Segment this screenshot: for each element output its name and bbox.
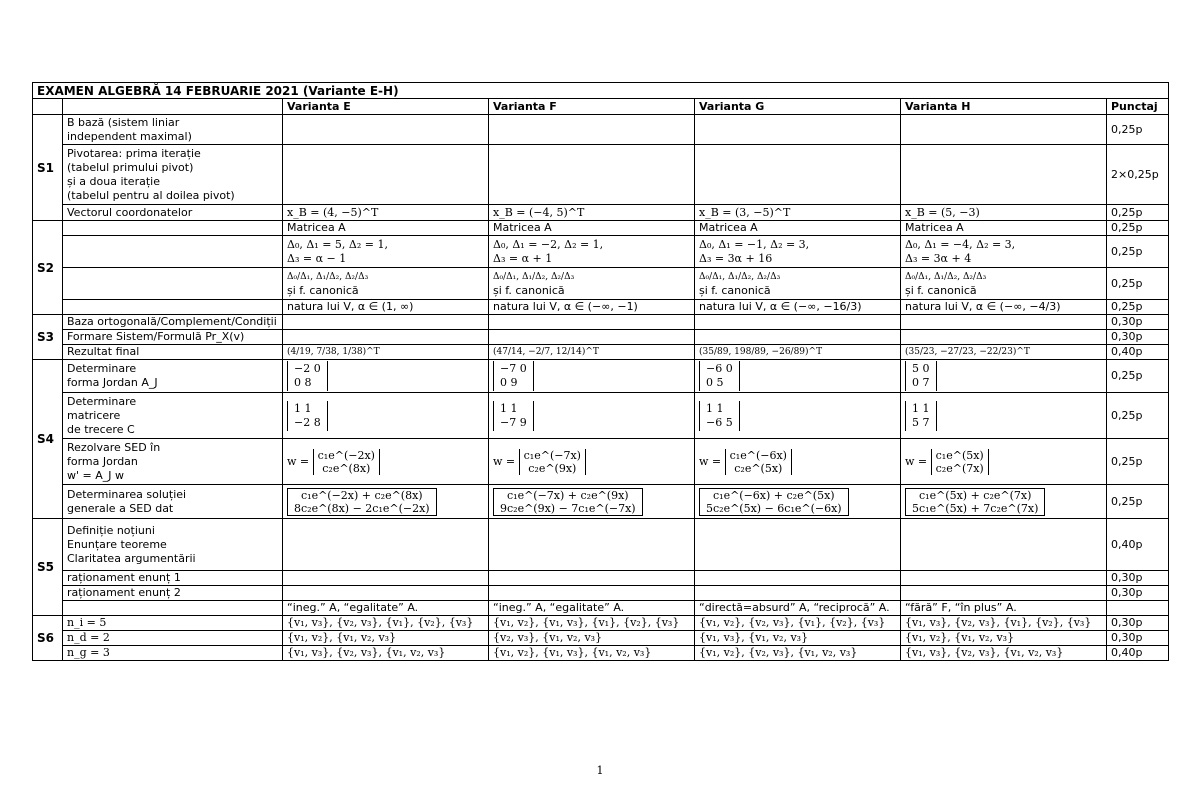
points-cell: 0,25p (1107, 268, 1169, 300)
points-cell: 0,30p (1107, 330, 1169, 345)
canonical-e: Δ₀/Δ₁, Δ₁/Δ₂, Δ₂/Δ₃ și f. canonică (283, 268, 489, 300)
nature-g: natura lui V, α ∈ (−∞, −16/3) (695, 300, 901, 315)
table-row (33, 145, 1169, 205)
points-cell: 0,25p (1107, 221, 1169, 236)
header-variant-h: Varianta H (901, 99, 1107, 115)
general-solution-e: c₁e^(−2x) + c₂e^(8x) 8c₂e^(8x) − 2c₁e^(−2x) (287, 488, 437, 516)
nature-h: natura lui V, α ∈ (−∞, −4/3) (901, 300, 1107, 315)
sets-nl-h: {v₁, v₃}, {v₂, v₃}, {v₁}, {v₂}, {v₃} (901, 616, 1107, 631)
grading-table (32, 82, 1169, 661)
criterion-s6-nd: n_d = 2 (63, 631, 283, 646)
table-row (33, 601, 1169, 616)
criterion-s3-formare: Formare Sistem/Formulă Pr_X(v) (63, 330, 283, 345)
criterion-s4-jordan: Determinare forma Jordan A_J (63, 360, 283, 393)
sets-ng-h: {v₁, v₃}, {v₂, v₃}, {v₁, v₂, v₃} (901, 646, 1107, 661)
jordan-matrix-e: −2 0 0 8 (287, 361, 328, 391)
section-s2: S2 (33, 221, 63, 315)
points-cell: 0,25p (1107, 205, 1169, 221)
general-solution-h: c₁e^(5x) + c₂e^(7x) 5c₁e^(5x) + 7c₂e^(7x) (905, 488, 1045, 516)
header-variant-f: Varianta F (489, 99, 695, 115)
points-cell: 0,30p (1107, 616, 1169, 631)
nature-f: natura lui V, α ∈ (−∞, −1) (489, 300, 695, 315)
table-row (33, 631, 1169, 646)
coord-h: x_B = (5, −3) (901, 205, 1107, 221)
transition-matrix-e: 1 1 −2 8 (287, 401, 328, 431)
coord-f: x_B = (−4, 5)^T (489, 205, 695, 221)
general-solution-f: c₁e^(−7x) + c₂e^(9x) 9c₂e^(9x) − 7c₁e^(−7x) (493, 488, 643, 516)
sed-solution-g: w = c₁e^(−6x) c₂e^(5x) (695, 439, 901, 485)
criterion-s1-coord: Vectorul coordonatelor (63, 205, 283, 221)
points-cell: 0,25p (1107, 439, 1169, 485)
matrix-a-e: Matricea A (283, 221, 489, 236)
criterion-s4-sed: Rezolvare SED în forma Jordan w' = A_J w (63, 439, 283, 485)
points-cell: 0,30p (1107, 631, 1169, 646)
sets-ng-g: {v₁, v₂}, {v₂, v₃}, {v₁, v₂, v₃} (695, 646, 901, 661)
sets-ng-f: {v₁, v₂}, {v₁, v₃}, {v₁, v₂, v₃} (489, 646, 695, 661)
points-cell: 0,40p (1107, 519, 1169, 571)
table-row (33, 300, 1169, 315)
points-cell: 0,25p (1107, 393, 1169, 439)
points-cell: 0,30p (1107, 586, 1169, 601)
canonical-h: Δ₀/Δ₁, Δ₁/Δ₂, Δ₂/Δ₃ și f. canonică (901, 268, 1107, 300)
table-row (33, 205, 1169, 221)
transition-matrix-g: 1 1 −6 5 (699, 401, 740, 431)
table-row (33, 646, 1169, 661)
criterion-s1-pivot: Pivotarea: prima iterație (tabelul primului pivot) și a doua iterație (tabelul pentru al doilea pivot) (63, 145, 283, 205)
sets-ng-e: {v₁, v₃}, {v₂, v₃}, {v₁, v₂, v₃} (283, 646, 489, 661)
sets-nl-e: {v₁, v₃}, {v₂, v₃}, {v₁}, {v₂}, {v₃} (283, 616, 489, 631)
table-row (33, 485, 1169, 519)
header-points: Punctaj (1107, 99, 1169, 115)
s5-answer-g: “directă=absurd” A, “reciprocă” A. (695, 601, 901, 616)
section-s5: S5 (33, 519, 63, 616)
points-cell: 0,25p (1107, 300, 1169, 315)
table-row (33, 393, 1169, 439)
sets-nd-g: {v₁, v₃}, {v₁, v₂, v₃} (695, 631, 901, 646)
section-s3: S3 (33, 315, 63, 360)
canonical-f: Δ₀/Δ₁, Δ₁/Δ₂, Δ₂/Δ₃ și f. canonică (489, 268, 695, 300)
table-title-row (33, 83, 1169, 99)
table-row (33, 315, 1169, 330)
points-cell: 0,30p (1107, 315, 1169, 330)
criterion-s6-nl: n_i = 5 (63, 616, 283, 631)
nature-e: natura lui V, α ∈ (1, ∞) (283, 300, 489, 315)
coord-e: x_B = (4, −5)^T (283, 205, 489, 221)
sets-nd-f: {v₂, v₃}, {v₁, v₂, v₃} (489, 631, 695, 646)
points-cell: 0,25p (1107, 115, 1169, 145)
table-row (33, 616, 1169, 631)
exam-title: EXAMEN ALGEBRĂ 14 FEBRUARIE 2021 (Variante E-H) (33, 83, 1169, 99)
points-cell: 0,40p (1107, 646, 1169, 661)
table-row (33, 519, 1169, 571)
criterion-s3-rezultat: Rezultat final (63, 345, 283, 360)
matrix-a-f: Matricea A (489, 221, 695, 236)
table-row (33, 330, 1169, 345)
criterion-s1-baza: B bază (sistem liniar independent maximal) (63, 115, 283, 145)
points-cell: 0,30p (1107, 571, 1169, 586)
delta-e: Δ₀, Δ₁ = 5, Δ₂ = 1, Δ₃ = α − 1 (283, 236, 489, 268)
table-row (33, 115, 1169, 145)
general-solution-g: c₁e^(−6x) + c₂e^(5x) 5c₂e^(5x) − 6c₁e^(−6x) (699, 488, 849, 516)
table-row (33, 221, 1169, 236)
sets-nd-e: {v₁, v₂}, {v₁, v₂, v₃} (283, 631, 489, 646)
section-s1: S1 (33, 115, 63, 221)
jordan-matrix-h: 5 0 0 7 (905, 361, 937, 391)
s5-answer-f: “ineg.” A, “egalitate” A. (489, 601, 695, 616)
criterion-s6-ng: n_g = 3 (63, 646, 283, 661)
criterion-s5-r2: raționament enunț 2 (63, 586, 283, 601)
canonical-g: Δ₀/Δ₁, Δ₁/Δ₂, Δ₂/Δ₃ și f. canonică (695, 268, 901, 300)
points-cell: 0,25p (1107, 236, 1169, 268)
criterion-s3-baza: Baza ortogonală/Complement/Condiții (63, 315, 283, 330)
criterion-s5-def: Definiție noțiuni Enunțare teoreme Claritatea argumentării (63, 519, 283, 571)
result-h: (35/23, −27/23, −22/23)^T (901, 345, 1107, 360)
points-cell: 0,25p (1107, 360, 1169, 393)
result-f: (47/14, −2/7, 12/14)^T (489, 345, 695, 360)
points-cell: 2×0,25p (1107, 145, 1169, 205)
sets-nl-f: {v₁, v₂}, {v₁, v₃}, {v₁}, {v₂}, {v₃} (489, 616, 695, 631)
matrix-a-g: Matricea A (695, 221, 901, 236)
coord-g: x_B = (3, −5)^T (695, 205, 901, 221)
criterion-s5-r1: raționament enunț 1 (63, 571, 283, 586)
result-g: (35/89, 198/89, −26/89)^T (695, 345, 901, 360)
sed-solution-f: w = c₁e^(−7x) c₂e^(9x) (489, 439, 695, 485)
s5-answer-e: “ineg.” A, “egalitate” A. (283, 601, 489, 616)
table-row (33, 360, 1169, 393)
header-variant-g: Varianta G (695, 99, 901, 115)
transition-matrix-h: 1 1 5 7 (905, 401, 937, 431)
header-variant-e: Varianta E (283, 99, 489, 115)
table-row (33, 439, 1169, 485)
section-s4: S4 (33, 360, 63, 519)
jordan-matrix-f: −7 0 0 9 (493, 361, 534, 391)
sets-nd-h: {v₁, v₂}, {v₁, v₂, v₃} (901, 631, 1107, 646)
points-cell: 0,25p (1107, 485, 1169, 519)
table-row (33, 586, 1169, 601)
table-row (33, 345, 1169, 360)
delta-f: Δ₀, Δ₁ = −2, Δ₂ = 1, Δ₃ = α + 1 (489, 236, 695, 268)
sets-nl-g: {v₁, v₂}, {v₂, v₃}, {v₁}, {v₂}, {v₃} (695, 616, 901, 631)
section-s6: S6 (33, 616, 63, 661)
header-row (33, 99, 1169, 115)
jordan-matrix-g: −6 0 0 5 (699, 361, 740, 391)
sed-solution-h: w = c₁e^(5x) c₂e^(7x) (901, 439, 1107, 485)
table-row (33, 268, 1169, 300)
points-cell: 0,40p (1107, 345, 1169, 360)
page-number: 1 (596, 764, 604, 777)
table-row (33, 236, 1169, 268)
delta-g: Δ₀, Δ₁ = −1, Δ₂ = 3, Δ₃ = 3α + 16 (695, 236, 901, 268)
sed-solution-e: w = c₁e^(−2x) c₂e^(8x) (283, 439, 489, 485)
matrix-a-h: Matricea A (901, 221, 1107, 236)
criterion-s4-matrice: Determinare matricere de trecere C (63, 393, 283, 439)
result-e: (4/19, 7/38, 1/38)^T (283, 345, 489, 360)
transition-matrix-f: 1 1 −7 9 (493, 401, 534, 431)
delta-h: Δ₀, Δ₁ = −4, Δ₂ = 3, Δ₃ = 3α + 4 (901, 236, 1107, 268)
s5-answer-h: “fără” F, “în plus” A. (901, 601, 1107, 616)
criterion-s4-solutie: Determinarea soluției generale a SED dat (63, 485, 283, 519)
table-row (33, 571, 1169, 586)
